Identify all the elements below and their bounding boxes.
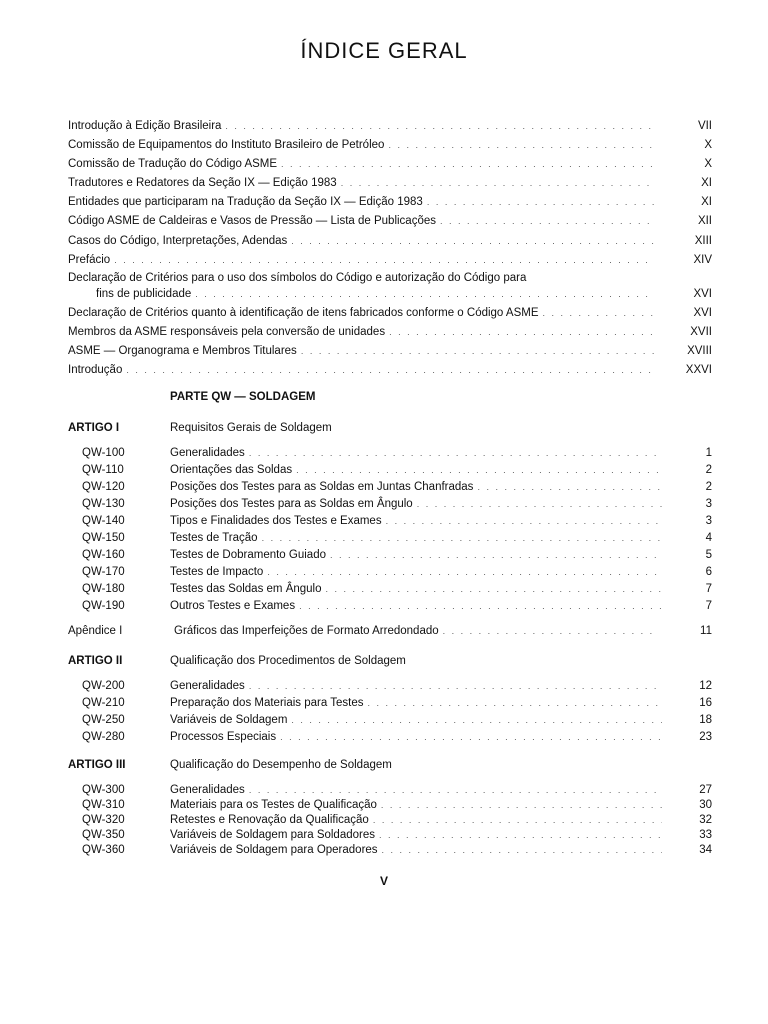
- section-entry: QW-120 Posições dos Testes para as Soldas em Juntas Chanfradas . . . 2: [82, 479, 712, 495]
- toc-entry: Prefácio . . . XIV: [68, 252, 712, 268]
- section-entry: QW-100 Generalidades . . . 1: [82, 445, 712, 461]
- section-entry: QW-140 Tipos e Finalidades dos Testes e Exames . . . 3: [82, 513, 712, 529]
- toc-entry: Introdução . . . XXVI: [68, 362, 712, 378]
- toc-entry: Declaração de Critérios quanto à identificação de itens fabricados conforme o Código ASME . . . XVI: [68, 305, 712, 321]
- section-entry: QW-150 Testes de Tração . . . 4: [82, 530, 712, 546]
- section-entry: QW-160 Testes de Dobramento Guiado . . . 5: [82, 547, 712, 563]
- section-entry: QW-250 Variáveis de Soldagem . . . 18: [82, 712, 712, 728]
- toc-entry: Entidades que participaram na Tradução da Seção IX — Edição 1983 . . . XI: [68, 194, 712, 210]
- toc-entry: fins de publicidade . . . XVI: [96, 286, 712, 302]
- appendix-entry: Apêndice I Gráficos das Imperfeições de Formato Arredondado . . . 11: [68, 623, 712, 639]
- section-entry: QW-310 Materiais para os Testes de Qualificação . . . 30: [82, 797, 712, 813]
- toc-entry: Código ASME de Caldeiras e Vasos de Pressão — Lista de Publicações . . . XII: [68, 213, 712, 229]
- page-number: V: [379, 874, 388, 888]
- section-entry: QW-180 Testes das Soldas em Ângulo . . . 7: [82, 581, 712, 597]
- artigo-heading: ARTIGO II Qualificação dos Procedimentos de Soldagem: [68, 655, 406, 667]
- artigo-heading: ARTIGO I Requisitos Gerais de Soldagem: [68, 422, 332, 434]
- part-heading: PARTE QW — SOLDAGEM: [170, 391, 316, 403]
- toc-entry: Membros da ASME responsáveis pela conversão de unidades . . . XVII: [68, 324, 712, 340]
- section-entry: QW-280 Processos Especiais . . . 23: [82, 729, 712, 745]
- section-entry: QW-350 Variáveis de Soldagem para Soldadores . . . 33: [82, 827, 712, 843]
- toc-entry: Comissão de Equipamentos do Instituto Brasileiro de Petróleo . . . X: [68, 137, 712, 153]
- toc-entry: Comissão de Tradução do Código ASME . . . X: [68, 156, 712, 172]
- section-entry: QW-210 Preparação dos Materiais para Testes . . . 16: [82, 695, 712, 711]
- section-entry: QW-300 Generalidades . . . 27: [82, 782, 712, 798]
- section-entry: QW-320 Retestes e Renovação da Qualificação . . . 32: [82, 812, 712, 828]
- toc-entry: Casos do Código, Interpretações, Adendas . . . XIII: [68, 233, 712, 249]
- section-entry: QW-170 Testes de Impacto . . . 6: [82, 564, 712, 580]
- artigo-heading: ARTIGO III Qualificação do Desempenho de Soldagem: [68, 759, 392, 771]
- section-entry: QW-360 Variáveis de Soldagem para Operadores . . . 34: [82, 842, 712, 858]
- section-entry: QW-190 Outros Testes e Exames . . . 7: [82, 598, 712, 614]
- section-entry: QW-110 Orientações das Soldas . . . 2: [82, 462, 712, 478]
- section-entry: QW-130 Posições dos Testes para as Soldas em Ângulo . . . 3: [82, 496, 712, 512]
- toc-entry: Introdução à Edição Brasileira . . . VII: [68, 118, 712, 134]
- toc-entry: ASME — Organograma e Membros Titulares . . . XVIII: [68, 343, 712, 359]
- toc-entry-line1: Declaração de Critérios para o uso dos símbolos do Código e autorização do Código para: [68, 272, 527, 284]
- section-entry: QW-200 Generalidades . . . 12: [82, 678, 712, 694]
- page-title: ÍNDICE GERAL: [300, 38, 468, 63]
- toc-entry: Tradutores e Redatores da Seção IX — Edição 1983 . . . XI: [68, 175, 712, 191]
